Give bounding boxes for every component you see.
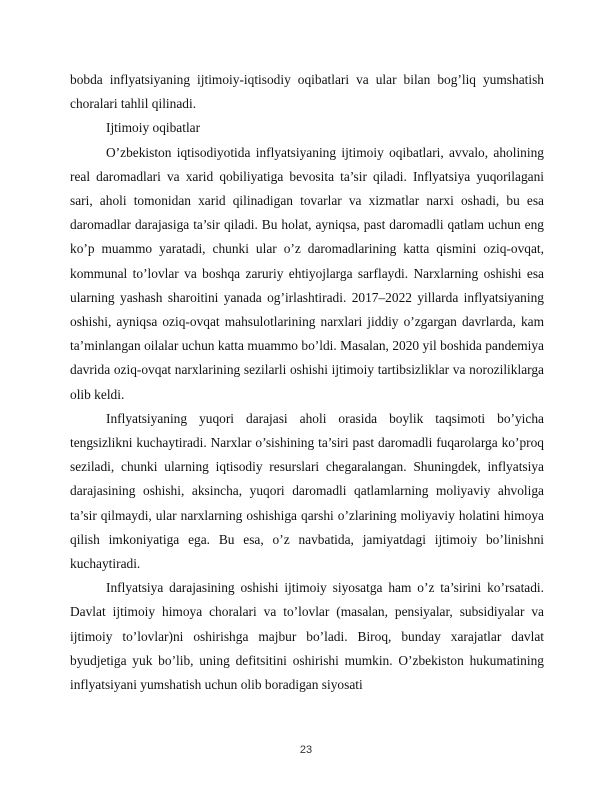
page-number: 23 bbox=[299, 744, 313, 756]
section-heading: Ijtimoiy oqibatlar bbox=[106, 120, 201, 136]
paragraph-continuation: bobda inflyatsiyaning ijtimoiy-iqtisodiy oqibatlari va ular bilan bog’liq yumshatish choralari tahlil qilinadi. bbox=[70, 72, 544, 112]
paragraph-2: Inflyatsiyaning yuqori darajasi aholi orasida boylik taqsimoti bo’yicha tengsizlikni kuchaytiradi. Narxlar o’sishining ta’siri past daromadli fuqarolarga ko’proq seziladi, chunki ularning iqtisodiy resurslari chegaralangan. Shuningdek, inflyatsiya darajasining oshishi, aksincha, yuqori daromadli qatlamlarning moliyaviy ahvoliga ta’sir qilmaydi, ular narxlarning oshishiga qarshi o’zlarining moliyaviy holatini himoya qilish imkoniyatiga ega. Bu esa, o’z navbatida, jamiyatdagi ijtimoiy bo’linishni kuchaytiradi. bbox=[70, 410, 544, 572]
paragraph-1: O’zbekiston iqtisodiyotida inflyatsiyaning ijtimoiy oqibatlari, avvalo, aholining real daromadlari va xarid qobiliyatiga bevosita ta’sir qiladi. Inflyatsiya yuqorilagani sari, aholi tomonidan xarid qilinadigan tovarlar va xizmatlar narxi oshadi, bu esa daromadlar darajasiga ta’sir qiladi. Bu holat, ayniqsa, past daromadli qatlam uchun eng ko’p muammo yaratadi, chunki ular o’z daromadlarining katta qismini oziq-ovqat, kommunal to’lovlar va boshqa zaruriy ehtiyojlarga sarflaydi. Narxlarning oshishi esa ularning yashash sharoitini yanada og’irlashtiradi. 2017–2022 yillarda inflyatsiyaning oshishi, ayniqsa oziq-ovqat mahsulotlarining narxlari jiddiy o’zgargan davrlarda, kam ta’minlangan oilalar uchun katta muammo bo’ldi. Masalan, 2020 yil boshida pandemiya davrida oziq-ovqat narxlarining sezilarli oshishi ijtimoiy tartibsizliklar va noroziliklarga olib keldi. bbox=[70, 144, 544, 402]
paragraph-3: Inflyatsiya darajasining oshishi ijtimoiy siyosatga ham o’z ta’sirini ko’rsatadi. Davlat ijtimoiy himoya choralari va to’lovlar (masalan, pensiyalar, subsidiyalar va ijtimoiy to’lovlar)ni oshirishga majbur bo’ladi. Biroq, bunday xarajatlar davlat byudjetiga yuk bo’lib, uning defitsitini oshirishi mumkin. O’zbekiston hukumatining inflyatsiyani yumshatish uchun olib boradigan siyosati bbox=[70, 580, 544, 693]
document-body bbox=[70, 68, 544, 697]
